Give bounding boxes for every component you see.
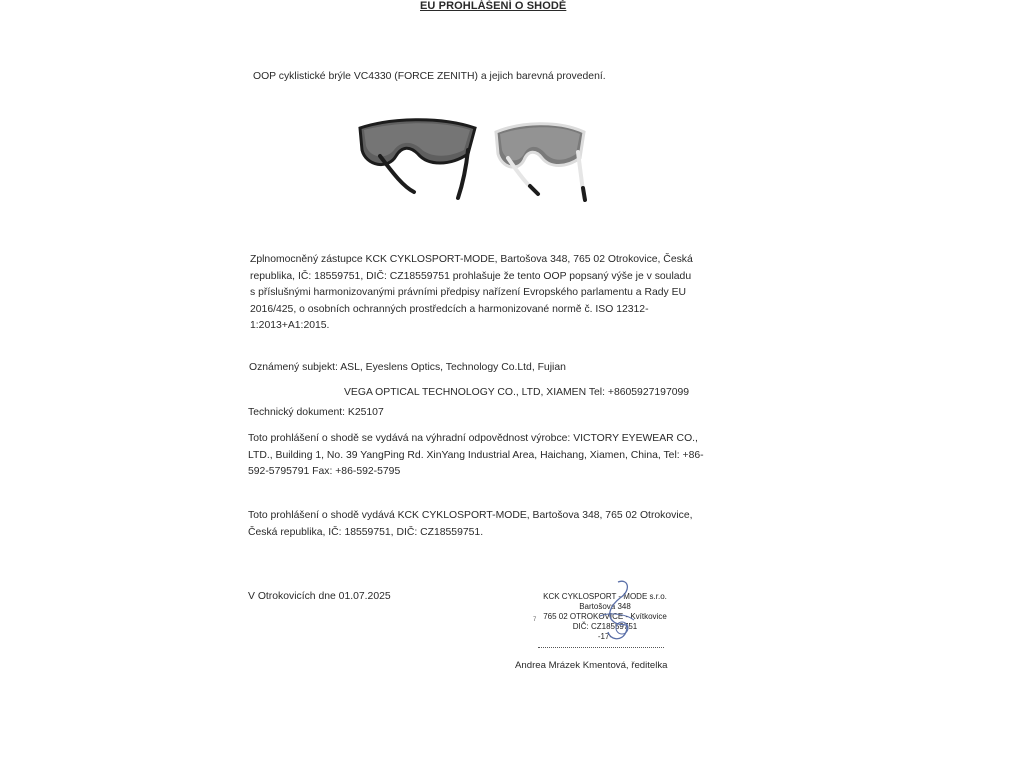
declaration-paragraph (250, 252, 693, 335)
technical-document: Technický dokument: K25107 (248, 407, 384, 418)
notified-body-line: Oznámený subjekt: ASL, Eyeslens Optics, Technology Co.Ltd, Fujian (249, 362, 566, 373)
product-line: OOP cyklistické brýle VC4330 (FORCE ZENITH) a jejich barevná provedení. (253, 71, 606, 82)
stamp-line: DIČ: CZ18559751 (572, 622, 638, 631)
issuer-paragraph (248, 508, 693, 541)
black-cycling-glasses-icon (350, 114, 480, 204)
handwritten-signature (570, 576, 650, 646)
white-cycling-glasses-icon (484, 118, 594, 204)
manufacturer-paragraph (248, 431, 704, 481)
issuer-line: Toto prohlášení o shodě vydává KCK CYKLOSPORT-MODE, Bartošova 348, 765 02 Otrokovice, (248, 510, 693, 521)
manufacturer-line: 592-5795791 Fax: +86-592-5795 (248, 466, 401, 478)
stamp-line: -17- (597, 632, 613, 641)
signature-line (538, 647, 664, 648)
place-and-date: V Otrokovicích dne 01.07.2025 (248, 591, 391, 602)
stamp-mark: 7 (533, 617, 537, 623)
manufacturer-line: Toto prohlášení o shodě se vydává na výhradní odpovědnost výrobce: VICTORY EYEWEAR CO., (248, 433, 698, 444)
stamp-line: Bartošova 348 (579, 602, 631, 611)
issuer-line: Česká republika, IČ: 18559751, DIČ: CZ18559751. (248, 526, 484, 538)
declaration-line: s příslušnými harmonizovanými právními předpisy nařízení Evropského parlamentu a Rady EU (250, 287, 687, 299)
stamp-line: 765 02 OTROKOVICE - Kvítkovice (543, 612, 667, 621)
declaration-line: Zplnomocněný zástupce KCK CYKLOSPORT-MODE, Bartošova 348, 765 02 Otrokovice, Česká (250, 254, 693, 265)
stamp-line: KCK CYKLOSPORT - MODE s.r.o. (543, 592, 667, 601)
signer-name: Andrea Mrázek Kmentová, ředitelka (515, 660, 668, 671)
document-title: EU PROHLÁŠENÍ O SHODĚ (420, 0, 567, 12)
declaration-line: republika, IČ: 18559751, DIČ: CZ18559751 prohlašuje že tento OOP popsaný výše je v souladu (250, 270, 692, 282)
notified-body-address: VEGA OPTICAL TECHNOLOGY CO., LTD, XIAMEN Tel: +8605927197099 (344, 387, 690, 398)
manufacturer-line: LTD., Building 1, No. 39 YangPing Rd. XinYang Industrial Area, Haichang, Xiamen, China, Tel: +86- (248, 449, 704, 461)
declaration-line: 2016/425, o osobních ochranných prostředcích a harmonizované normě č. ISO 12312- (250, 303, 649, 315)
declaration-line: 1:2013+A1:2015. (250, 320, 330, 332)
